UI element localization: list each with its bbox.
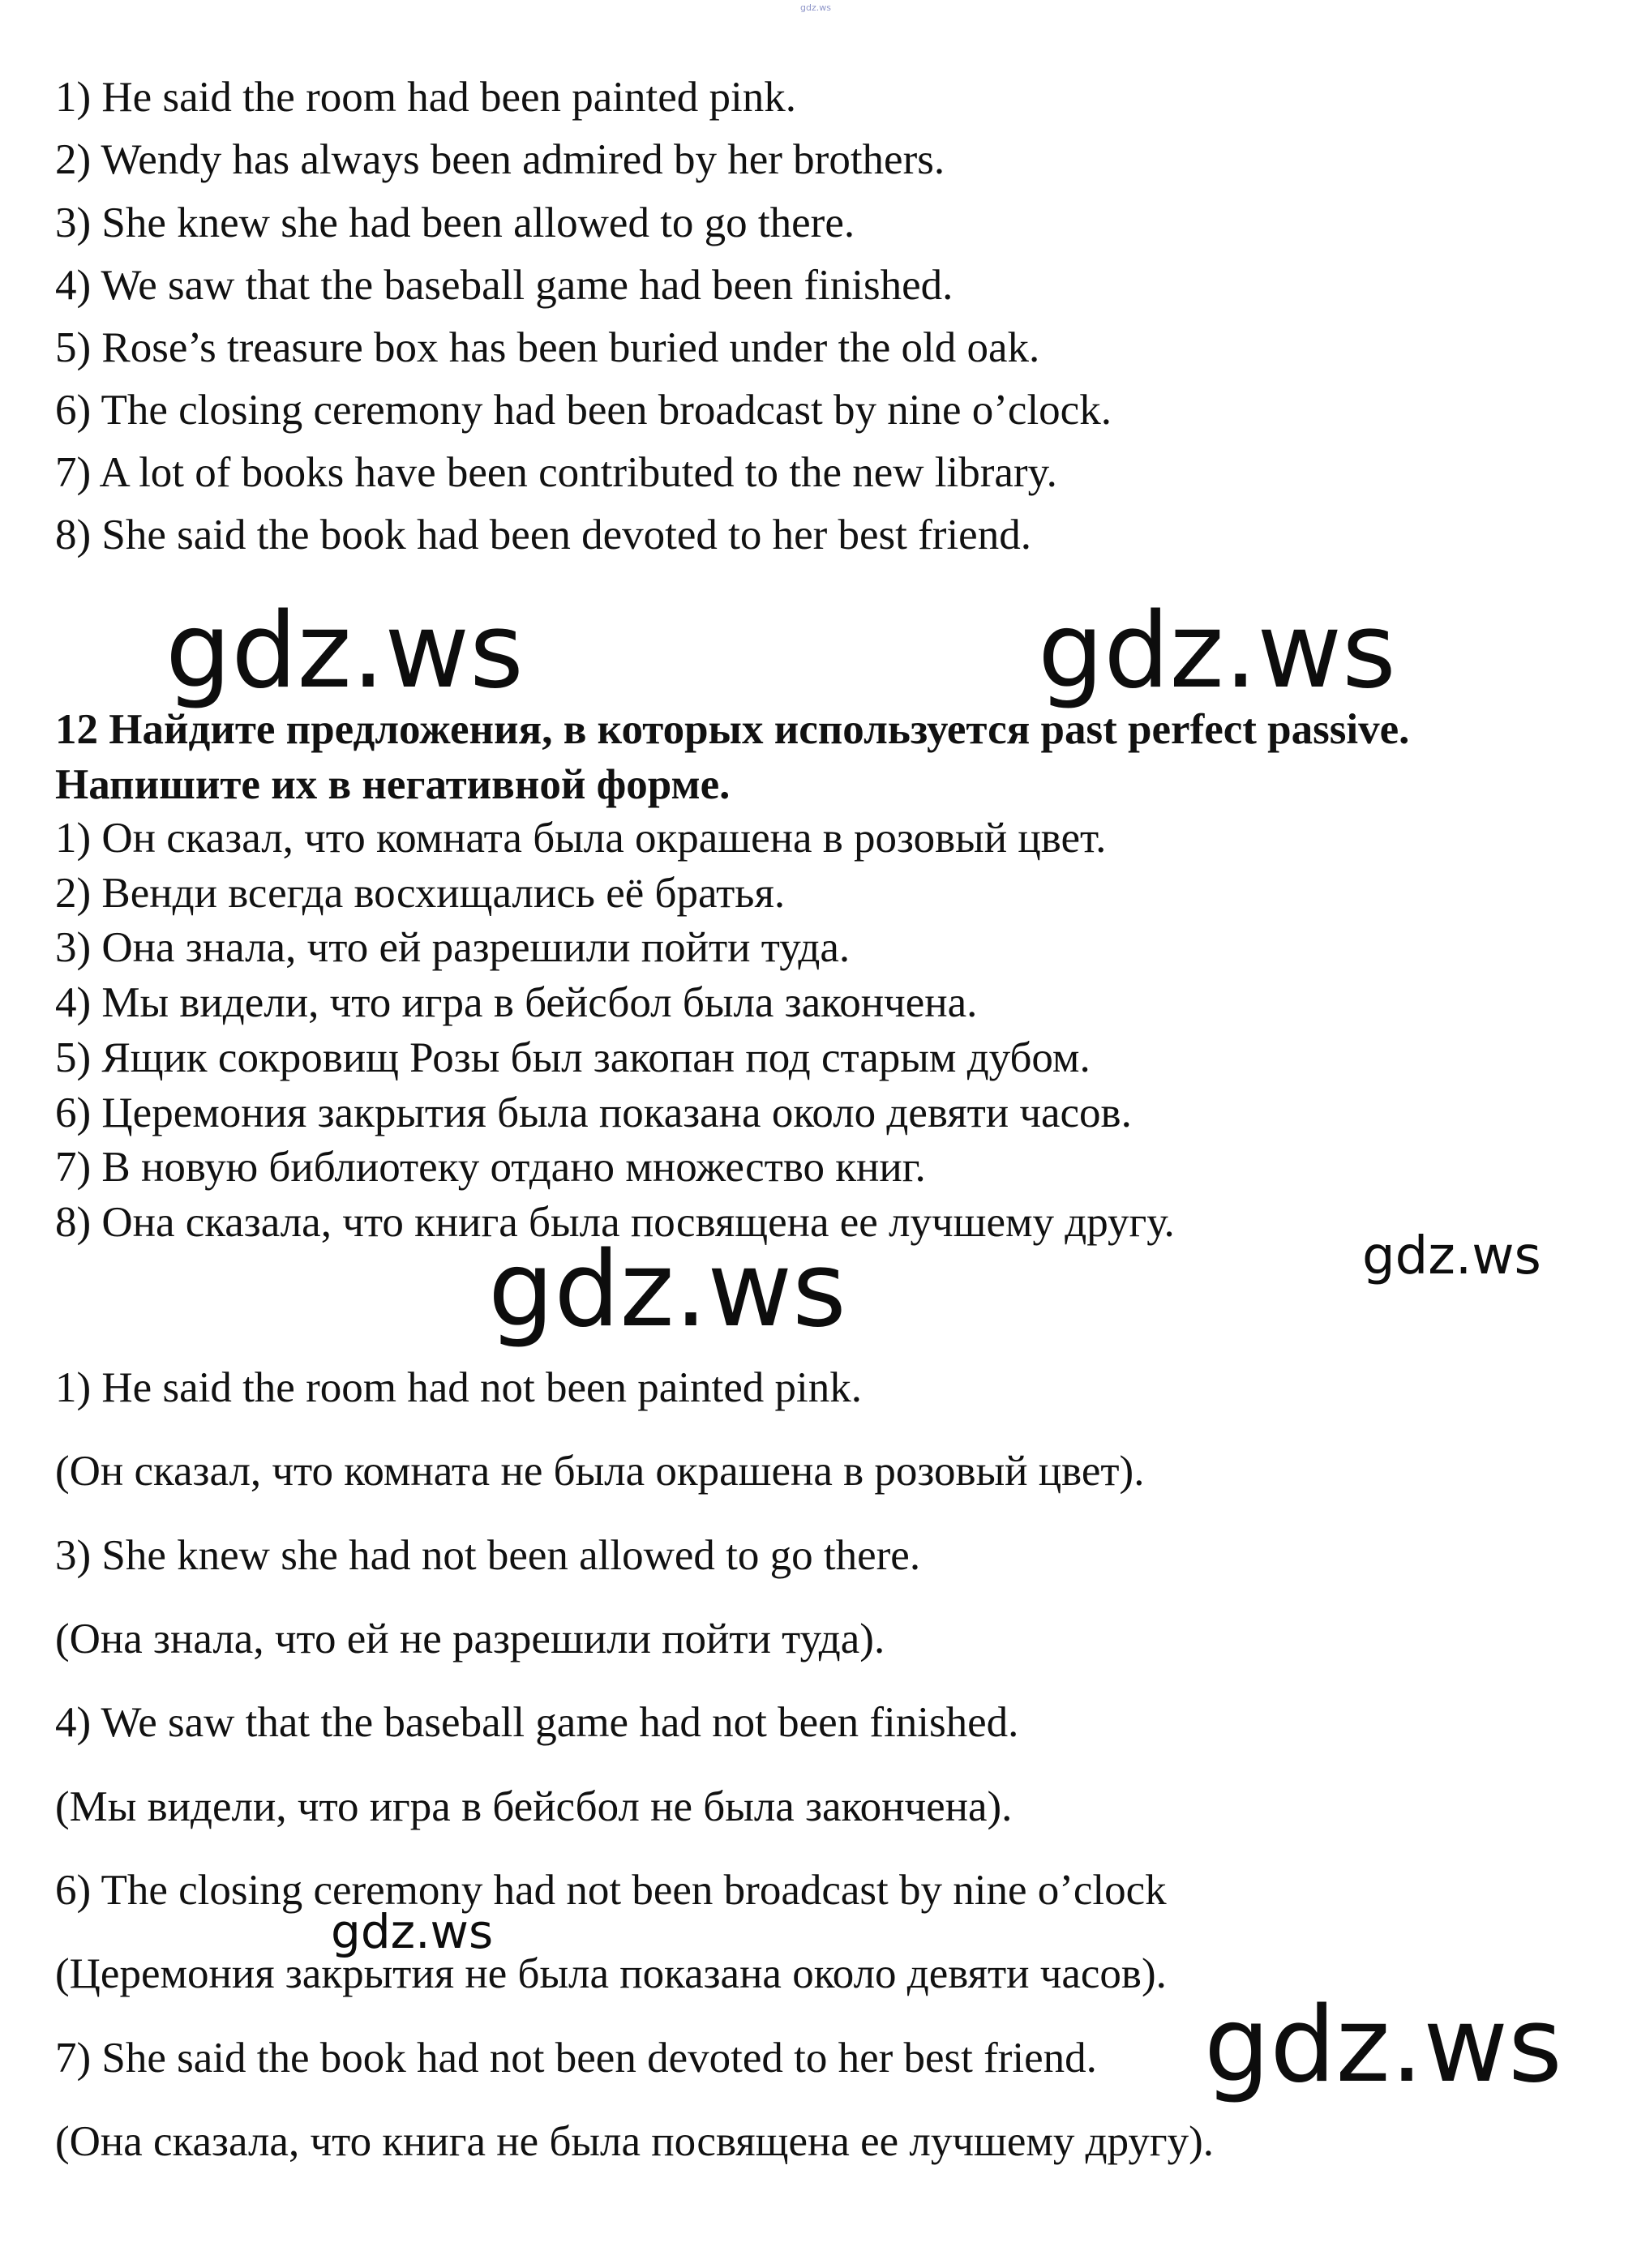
- header-watermark: gdz.ws: [800, 2, 831, 13]
- exercise-sentence: 8) Она сказала, что книга была посвящена ее лучшему другу.: [55, 1199, 1175, 1246]
- exercise-sentence: 5) Ящик сокровищ Розы был закопан под старым дубом.: [55, 1034, 1091, 1081]
- answer-english: 6) The closing ceremony had not been broadcast by nine o’clock: [55, 1867, 1167, 1914]
- answer-line: 7) A lot of books have been contributed to the new library.: [55, 449, 1057, 496]
- answer-russian: (Она знала, что ей не разрешили пойти туда).: [55, 1615, 885, 1662]
- exercise-sentence: 2) Венди всегда восхищались её братья.: [55, 870, 786, 917]
- answer-line: 3) She knew she had been allowed to go there.: [55, 199, 855, 246]
- answer-russian: (Она сказала, что книга не была посвящена ее лучшему другу).: [55, 2118, 1215, 2165]
- answer-line: 2) Wendy has always been admired by her brothers.: [55, 136, 945, 183]
- answer-line: 1) He said the room had been painted pink.: [55, 74, 796, 121]
- answer-line: 5) Rose’s treasure box has been buried under the old oak.: [55, 324, 1040, 371]
- exercise-sentence: 1) Он сказал, что комната была окрашена в розовый цвет.: [55, 815, 1107, 862]
- answer-english: 1) He said the room had not been painted pink.: [55, 1364, 862, 1411]
- answer-line: 4) We saw that the baseball game had been finished.: [55, 262, 953, 309]
- answer-english: 3) She knew she had not been allowed to go there.: [55, 1532, 921, 1579]
- watermark: gdz.ws: [331, 1904, 494, 1959]
- answer-russian: (Мы видели, что игра в бейсбол не была закончена).: [55, 1783, 1013, 1830]
- answer-russian: (Он сказал, что комната не была окрашена в розовый цвет).: [55, 1448, 1145, 1495]
- exercise-sentence: 4) Мы видели, что игра в бейсбол была закончена.: [55, 979, 978, 1026]
- watermark: gdz.ws: [1204, 1985, 1562, 2106]
- exercise-sentence: 3) Она знала, что ей разрешили пойти туда.: [55, 924, 851, 971]
- watermark: gdz.ws: [1362, 1226, 1541, 1286]
- answer-english: 4) We saw that the baseball game had not been finished.: [55, 1699, 1019, 1746]
- exercise-title-line1: 12 Найдите предложения, в которых используется past perfect passive.: [55, 706, 1410, 753]
- watermark: gdz.ws: [488, 1230, 846, 1350]
- answer-line: 6) The closing ceremony had been broadcast by nine o’clock.: [55, 387, 1112, 434]
- answer-russian: (Церемония закрытия не была показана около девяти часов).: [55, 1950, 1167, 1997]
- watermark: gdz.ws: [165, 591, 524, 712]
- exercise-title-line2: Напишите их в негативной форме.: [55, 761, 731, 808]
- exercise-sentence: 7) В новую библиотеку отдано множество книг.: [55, 1144, 926, 1191]
- watermark: gdz.ws: [1038, 591, 1396, 712]
- answer-line: 8) She said the book had been devoted to her best friend.: [55, 511, 1031, 558]
- exercise-sentence: 6) Церемония закрытия была показана около девяти часов.: [55, 1089, 1132, 1136]
- answer-english: 7) She said the book had not been devoted to her best friend.: [55, 2035, 1097, 2082]
